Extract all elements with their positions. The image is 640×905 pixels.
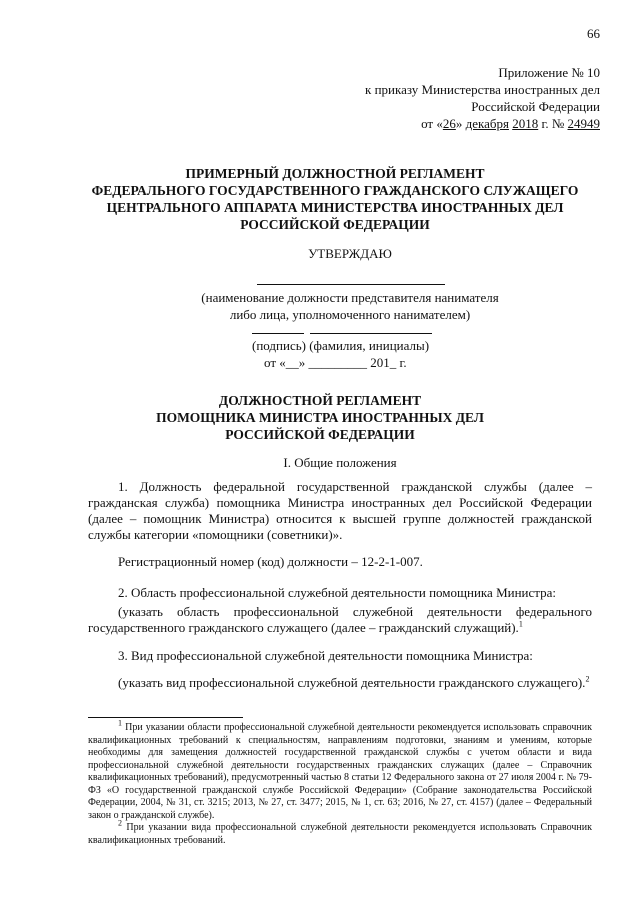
appendix-line-2: к приказу Министерства иностранных дел [365,82,600,97]
title-line-3: ЦЕНТРАЛЬНОГО АППАРАТА МИНИСТЕРСТВА ИНОСТРАННЫХ ДЕЛ [106,200,564,215]
paragraph-3-note-text: (указать вид профессиональной служебной деятельности гражданского служащего). [118,675,586,690]
footnote-1-mark: 1 [118,718,122,728]
approval-caption-line-2: либо лица, уполномоченного нанимателем) [229,307,471,322]
appendix-line-1: Приложение № 10 [498,65,600,80]
page-number: 66 [587,26,600,41]
paragraph-2-note-text: (указать область профессиональной служебной деятельности федерального государственного гражданского служащего (далее – гражданский служащий). [88,604,592,635]
date-prefix: от « [421,116,443,131]
signature-line [252,333,304,334]
appendix-date-line [280,115,600,132]
signature-caption: (подпись) (фамилия, инициалы) [252,338,430,353]
title-line-1: ПРИМЕРНЫЙ ДОЛЖНОСТНОЙ РЕГЛАМЕНТ [185,166,485,181]
paragraph-2-note [88,604,592,636]
title-line-4: РОССИЙСКОЙ ФЕДЕРАЦИИ [240,217,430,232]
appendix-header [280,64,600,132]
footnote-1 [88,718,592,822]
section-heading: I. Общие положения [283,455,397,470]
regulation-title [90,392,550,443]
date-mid-3: г. № [538,116,568,131]
approval-date-line: от «__» _________ 201_ г. [264,355,407,370]
order-day: 26 [442,116,456,131]
position-signature-line [257,284,445,285]
approval-caption-line-1: (наименование должности представителя нанимателя [201,290,499,305]
date-mid-1: » [455,116,466,131]
regulation-title-line-2: ПОМОЩНИКА МИНИСТРА ИНОСТРАННЫХ ДЕЛ [156,410,484,425]
footnote-2-text: При указании вида профессиональной служебной деятельности рекомендуется использовать Справочник квалификационных требований. [88,822,592,846]
signer-block [252,337,492,371]
paragraph-registration-number: Регистрационный номер (код) должности – 12-2-1-007. [118,554,423,569]
paragraph-2: 2. Область профессиональной служебной деятельности помощника Министра: [118,585,556,600]
title-line-2: ФЕДЕРАЛЬНОГО ГОСУДАРСТВЕННОГО ГРАЖДАНСКОГО СЛУЖАЩЕГО [91,183,579,198]
paragraph-3: 3. Вид профессиональной служебной деятельности помощника Министра: [118,648,533,663]
document-title [70,165,600,233]
appendix-line-3: Российской Федерации [471,99,600,114]
order-number: 24949 [567,116,600,131]
footnote-2 [88,818,592,847]
footnote-ref-1[interactable]: 1 [518,619,523,629]
order-year: 2018 [512,116,539,131]
footnote-ref-2[interactable]: 2 [585,674,590,684]
paragraph-1: 1. Должность федеральной государственной гражданской службы (далее – гражданская служба) помощника Министра иностранных дел Российской Федерации (далее – помощник Министра) относится к высшей группе должностей гражданской службы категории «помощники (советники)». [88,479,592,542]
approval-caption [200,289,500,323]
footnote-2-mark: 2 [118,818,122,828]
footnote-1-text: При указании области профессиональной служебной деятельности рекомендуется использовать справочник квалификационных требований к специальностям, направлениям подготовки, знаниям и умениям, которые необходимы для замещения должностей государственной гражданской службы с учетом области и вида профессиональной служебной деятельности государственных гражданских служащих (далее – Справочник квалификационных требований), предусмотренный частью 8 статьи 12 Федерального закона от 27 июля 2004 г. № 79-ФЗ «О государственной гражданской службе Российской Федерации» (Собрание законодательства Российской Федерации, 2004, № 31, ст. 3215; 2013, № 27, ст. 3477; 2015, № 1, ст. 63; 2016, № 27, ст. 4157) (далее – Федеральный закон о гражданской службе). [88,722,592,821]
approval-heading: УТВЕРЖДАЮ [308,246,392,261]
regulation-title-line-1: ДОЛЖНОСТНОЙ РЕГЛАМЕНТ [218,393,422,408]
regulation-title-line-3: РОССИЙСКОЙ ФЕДЕРАЦИИ [225,427,415,442]
footnote-separator [88,717,243,718]
name-line [310,333,432,334]
paragraph-3-note [88,675,592,691]
order-month: декабря [465,116,509,131]
